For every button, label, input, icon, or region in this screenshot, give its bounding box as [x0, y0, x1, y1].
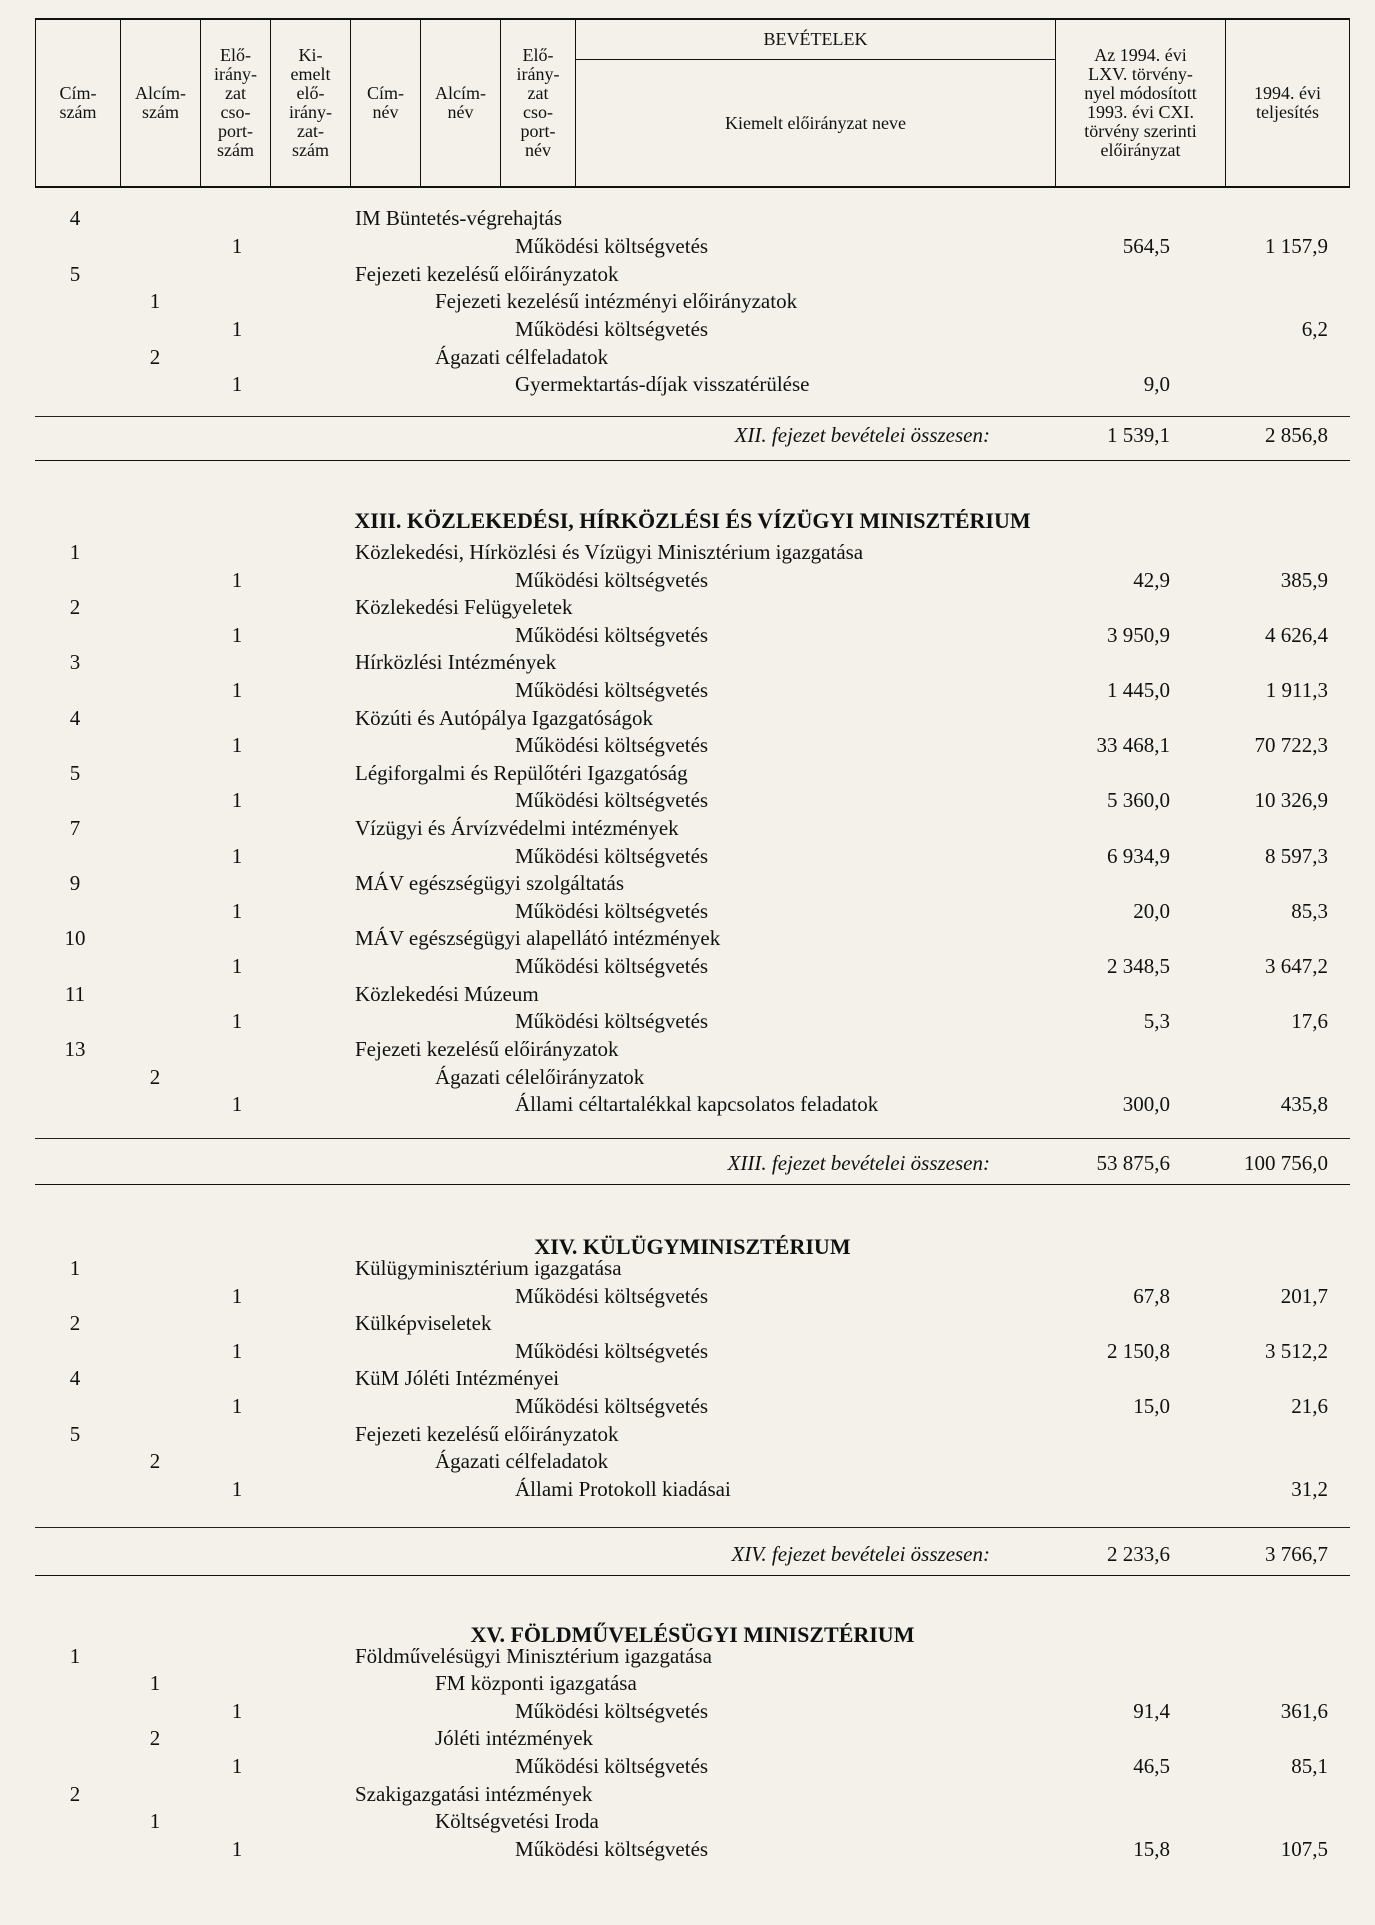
row-eloiranyzat-csoport: 1 [231, 1754, 243, 1778]
row-teljesites-value: 85,3 [1291, 899, 1328, 923]
row-eloiranyzat-value: 5,3 [1143, 1009, 1170, 1033]
row-teljesites-value: 70 722,3 [1254, 733, 1328, 757]
section-rule-xiii [35, 1184, 1350, 1185]
row-name: FM központi igazgatása [435, 1671, 637, 1695]
row-name: KüM Jóléti Intézményei [355, 1366, 560, 1390]
row-name: Hírközlési Intézmények [355, 650, 557, 674]
row-name: Ágazati célfeladatok [435, 1449, 609, 1473]
header-cim-szam: Cím- szám [35, 20, 120, 186]
row-cim-szam: 4 [69, 706, 81, 730]
row-eloiranyzat-value: 2 150,8 [1107, 1339, 1170, 1363]
row-name: Működési költségvetés [515, 1837, 709, 1861]
row-alcim-szam: 1 [149, 1671, 161, 1695]
row-eloiranyzat-csoport: 1 [231, 733, 243, 757]
row-name: Fejezeti kezelésű előirányzatok [355, 1422, 619, 1446]
row-alcim-szam: 2 [149, 345, 161, 369]
header-alcim-nev: Alcím- név [420, 20, 500, 186]
row-cim-szam: 9 [69, 871, 81, 895]
row-cim-szam: 5 [69, 262, 81, 286]
total-eloiranyzat-xiii: 53 875,6 [1096, 1151, 1170, 1175]
row-name: Működési költségvetés [515, 1394, 709, 1418]
row-eloiranyzat-csoport: 1 [231, 1477, 243, 1501]
row-eloiranyzat-csoport: 1 [231, 678, 243, 702]
row-teljesites-value: 31,2 [1291, 1477, 1328, 1501]
row-teljesites-value: 201,7 [1280, 1284, 1328, 1308]
row-name: Ágazati célfeladatok [435, 345, 609, 369]
row-cim-szam: 5 [69, 761, 81, 785]
total-rule-top-xiv [35, 1527, 1350, 1528]
row-eloiranyzat-value: 564,5 [1122, 234, 1170, 258]
section-rule-xii [35, 460, 1350, 461]
row-eloiranyzat-csoport: 1 [231, 1009, 243, 1033]
section-title-xv: XV. FÖLDMŰVELÉSÜGYI MINISZTÉRIUM [470, 1622, 915, 1647]
total-label-xii: XII. fejezet bevételei összesen: [734, 423, 990, 447]
row-teljesites-value: 10 326,9 [1254, 788, 1328, 812]
row-cim-szam: 1 [69, 1256, 81, 1280]
row-cim-szam: 1 [69, 1644, 81, 1668]
row-teljesites-value: 361,6 [1280, 1699, 1328, 1723]
row-teljesites-value: 21,6 [1291, 1394, 1328, 1418]
row-name: Szakigazgatási intézmények [355, 1782, 593, 1806]
row-eloiranyzat-csoport: 1 [231, 844, 243, 868]
row-name: IM Büntetés-végrehajtás [355, 206, 563, 230]
row-cim-szam: 2 [69, 595, 81, 619]
total-eloiranyzat-xiv: 2 233,6 [1107, 1542, 1170, 1566]
row-name: Működési költségvetés [515, 568, 709, 592]
header-teljesites: 1994. évi teljesítés [1225, 20, 1350, 186]
row-eloiranyzat-value: 15,0 [1133, 1394, 1170, 1418]
row-teljesites-value: 1 157,9 [1265, 234, 1328, 258]
row-cim-szam: 2 [69, 1311, 81, 1335]
row-name: Működési költségvetés [515, 1339, 709, 1363]
row-name: Költségvetési Iroda [435, 1809, 599, 1833]
row-name: Gyermektartás-díjak visszatérülése [515, 372, 810, 396]
row-name: Állami céltartalékkal kapcsolatos feladatok [515, 1092, 879, 1116]
row-name: Közlekedési Felügyeletek [355, 595, 573, 619]
row-eloiranyzat-value: 15,8 [1133, 1837, 1170, 1861]
header-cim-nev: Cím- név [350, 20, 420, 186]
row-name: Működési költségvetés [515, 1284, 709, 1308]
total-rule-top-xiii [35, 1138, 1350, 1139]
row-teljesites-value: 4 626,4 [1265, 623, 1328, 647]
total-eloiranyzat-xii: 1 539,1 [1107, 423, 1170, 447]
total-teljesites-xii: 2 856,8 [1265, 423, 1328, 447]
row-eloiranyzat-value: 67,8 [1133, 1284, 1170, 1308]
row-eloiranyzat-csoport: 1 [231, 1092, 243, 1116]
row-name: Működési költségvetés [515, 623, 709, 647]
row-teljesites-value: 6,2 [1301, 317, 1328, 341]
total-label-xiii: XIII. fejezet bevételei összesen: [727, 1151, 990, 1175]
row-cim-szam: 2 [69, 1782, 81, 1806]
header-eloiranyzat-csoport-szam: Elő- irány- zat cso- port- szám [200, 20, 270, 186]
row-name: Működési költségvetés [515, 317, 709, 341]
row-name: Működési költségvetés [515, 899, 709, 923]
row-eloiranyzat-csoport: 1 [231, 623, 243, 647]
row-eloiranyzat-csoport: 1 [231, 1394, 243, 1418]
row-name: Jóléti intézmények [435, 1726, 594, 1750]
row-name: Ágazati célelőirányzatok [435, 1065, 645, 1089]
header-kiemelt-eloiranyzat-neve: Kiemelt előirányzat neve [575, 60, 1055, 186]
row-name: Működési költségvetés [515, 844, 709, 868]
row-eloiranyzat-csoport: 1 [231, 568, 243, 592]
row-name: Állami Protokoll kiadásai [515, 1477, 731, 1501]
header-eloiranyzat: Az 1994. évi LXV. törvény- nyel módosított 1993. évi CXI. törvény szerinti előirányzat [1055, 20, 1225, 186]
row-name: Külképviseletek [355, 1311, 492, 1335]
table-header [35, 18, 1350, 188]
row-eloiranyzat-csoport: 1 [231, 317, 243, 341]
row-name: Közlekedési Múzeum [355, 982, 539, 1006]
row-teljesites-value: 8 597,3 [1265, 844, 1328, 868]
row-name: MÁV egészségügyi szolgáltatás [355, 871, 625, 895]
row-alcim-szam: 2 [149, 1726, 161, 1750]
row-cim-szam: 13 [64, 1037, 86, 1061]
total-teljesites-xiii: 100 756,0 [1244, 1151, 1328, 1175]
row-alcim-szam: 2 [149, 1449, 161, 1473]
row-cim-szam: 7 [69, 816, 81, 840]
row-name: Vízügyi és Árvízvédelmi intézmények [355, 816, 679, 840]
row-cim-szam: 5 [69, 1422, 81, 1446]
row-name: Működési költségvetés [515, 954, 709, 978]
row-teljesites-value: 1 911,3 [1265, 678, 1328, 702]
row-name: Légiforgalmi és Repülőtéri Igazgatóság [355, 761, 688, 785]
row-name: Működési költségvetés [515, 1699, 709, 1723]
row-name: Működési költségvetés [515, 788, 709, 812]
section-title-xiv: XIV. KÜLÜGYMINISZTÉRIUM [534, 1234, 851, 1259]
row-name: Működési költségvetés [515, 733, 709, 757]
row-eloiranyzat-csoport: 1 [231, 1339, 243, 1363]
row-eloiranyzat-value: 300,0 [1122, 1092, 1170, 1116]
row-teljesites-value: 385,9 [1280, 568, 1328, 592]
row-alcim-szam: 1 [149, 289, 161, 313]
row-cim-szam: 3 [69, 650, 81, 674]
row-teljesites-value: 435,8 [1280, 1092, 1328, 1116]
row-eloiranyzat-csoport: 1 [231, 954, 243, 978]
section-rule-xiv [35, 1575, 1350, 1576]
row-name: Közúti és Autópálya Igazgatóságok [355, 706, 653, 730]
row-name: Közlekedési, Hírközlési és Vízügyi Minisztérium igazgatása [355, 540, 864, 564]
row-name: Működési költségvetés [515, 234, 709, 258]
row-teljesites-value: 3 647,2 [1265, 954, 1328, 978]
row-eloiranyzat-value: 5 360,0 [1107, 788, 1170, 812]
total-rule-top-xii [35, 416, 1350, 417]
row-eloiranyzat-csoport: 1 [231, 1284, 243, 1308]
row-teljesites-value: 3 512,2 [1265, 1339, 1328, 1363]
row-eloiranyzat-csoport: 1 [231, 1699, 243, 1723]
row-eloiranyzat-value: 33 468,1 [1096, 733, 1170, 757]
row-eloiranyzat-csoport: 1 [231, 234, 243, 258]
row-eloiranyzat-csoport: 1 [231, 788, 243, 812]
row-teljesites-value: 107,5 [1280, 1837, 1328, 1861]
row-cim-szam: 10 [64, 926, 86, 950]
row-eloiranyzat-value: 6 934,9 [1107, 844, 1170, 868]
row-eloiranyzat-value: 2 348,5 [1107, 954, 1170, 978]
row-eloiranyzat-csoport: 1 [231, 372, 243, 396]
row-name: Fejezeti kezelésű előirányzatok [355, 262, 619, 286]
row-name: Működési költségvetés [515, 1009, 709, 1033]
row-name: Működési költségvetés [515, 678, 709, 702]
row-cim-szam: 1 [69, 540, 81, 564]
section-title-xiii: XIII. KÖZLEKEDÉSI, HÍRKÖZLÉSI ÉS VÍZÜGYI MINISZTÉRIUM [354, 508, 1031, 533]
row-eloiranyzat-value: 20,0 [1133, 899, 1170, 923]
row-teljesites-value: 85,1 [1291, 1754, 1328, 1778]
row-eloiranyzat-value: 1 445,0 [1107, 678, 1170, 702]
row-eloiranyzat-csoport: 1 [231, 899, 243, 923]
header-kiemelt-eloiranyzat-szam: Ki- emelt elő- irány- zat- szám [270, 20, 350, 186]
row-name: Működési költségvetés [515, 1754, 709, 1778]
header-alcim-szam: Alcím- szám [120, 20, 200, 186]
row-eloiranyzat-value: 91,4 [1133, 1699, 1170, 1723]
row-eloiranyzat-csoport: 1 [231, 1837, 243, 1861]
row-cim-szam: 4 [69, 1366, 81, 1390]
row-eloiranyzat-value: 3 950,9 [1107, 623, 1170, 647]
row-teljesites-value: 17,6 [1291, 1009, 1328, 1033]
total-teljesites-xiv: 3 766,7 [1265, 1542, 1328, 1566]
row-alcim-szam: 2 [149, 1065, 161, 1089]
row-name: MÁV egészségügyi alapellátó intézmények [355, 926, 721, 950]
header-eloiranyzat-csoport-nev: Elő- irány- zat cso- port- név [500, 20, 575, 186]
header-bevetelek: BEVÉTELEK [575, 20, 1055, 60]
row-cim-szam: 11 [64, 982, 86, 1006]
row-name: Földművelésügyi Minisztérium igazgatása [355, 1644, 712, 1668]
row-cim-szam: 4 [69, 206, 81, 230]
row-eloiranyzat-value: 9,0 [1143, 372, 1170, 396]
row-alcim-szam: 1 [149, 1809, 161, 1833]
row-eloiranyzat-value: 42,9 [1133, 568, 1170, 592]
row-name: Külügyminisztérium igazgatása [355, 1256, 622, 1280]
total-label-xiv: XIV. fejezet bevételei összesen: [731, 1542, 990, 1566]
row-name: Fejezeti kezelésű intézményi előirányzatok [435, 289, 798, 313]
row-name: Fejezeti kezelésű előirányzatok [355, 1037, 619, 1061]
row-eloiranyzat-value: 46,5 [1133, 1754, 1170, 1778]
